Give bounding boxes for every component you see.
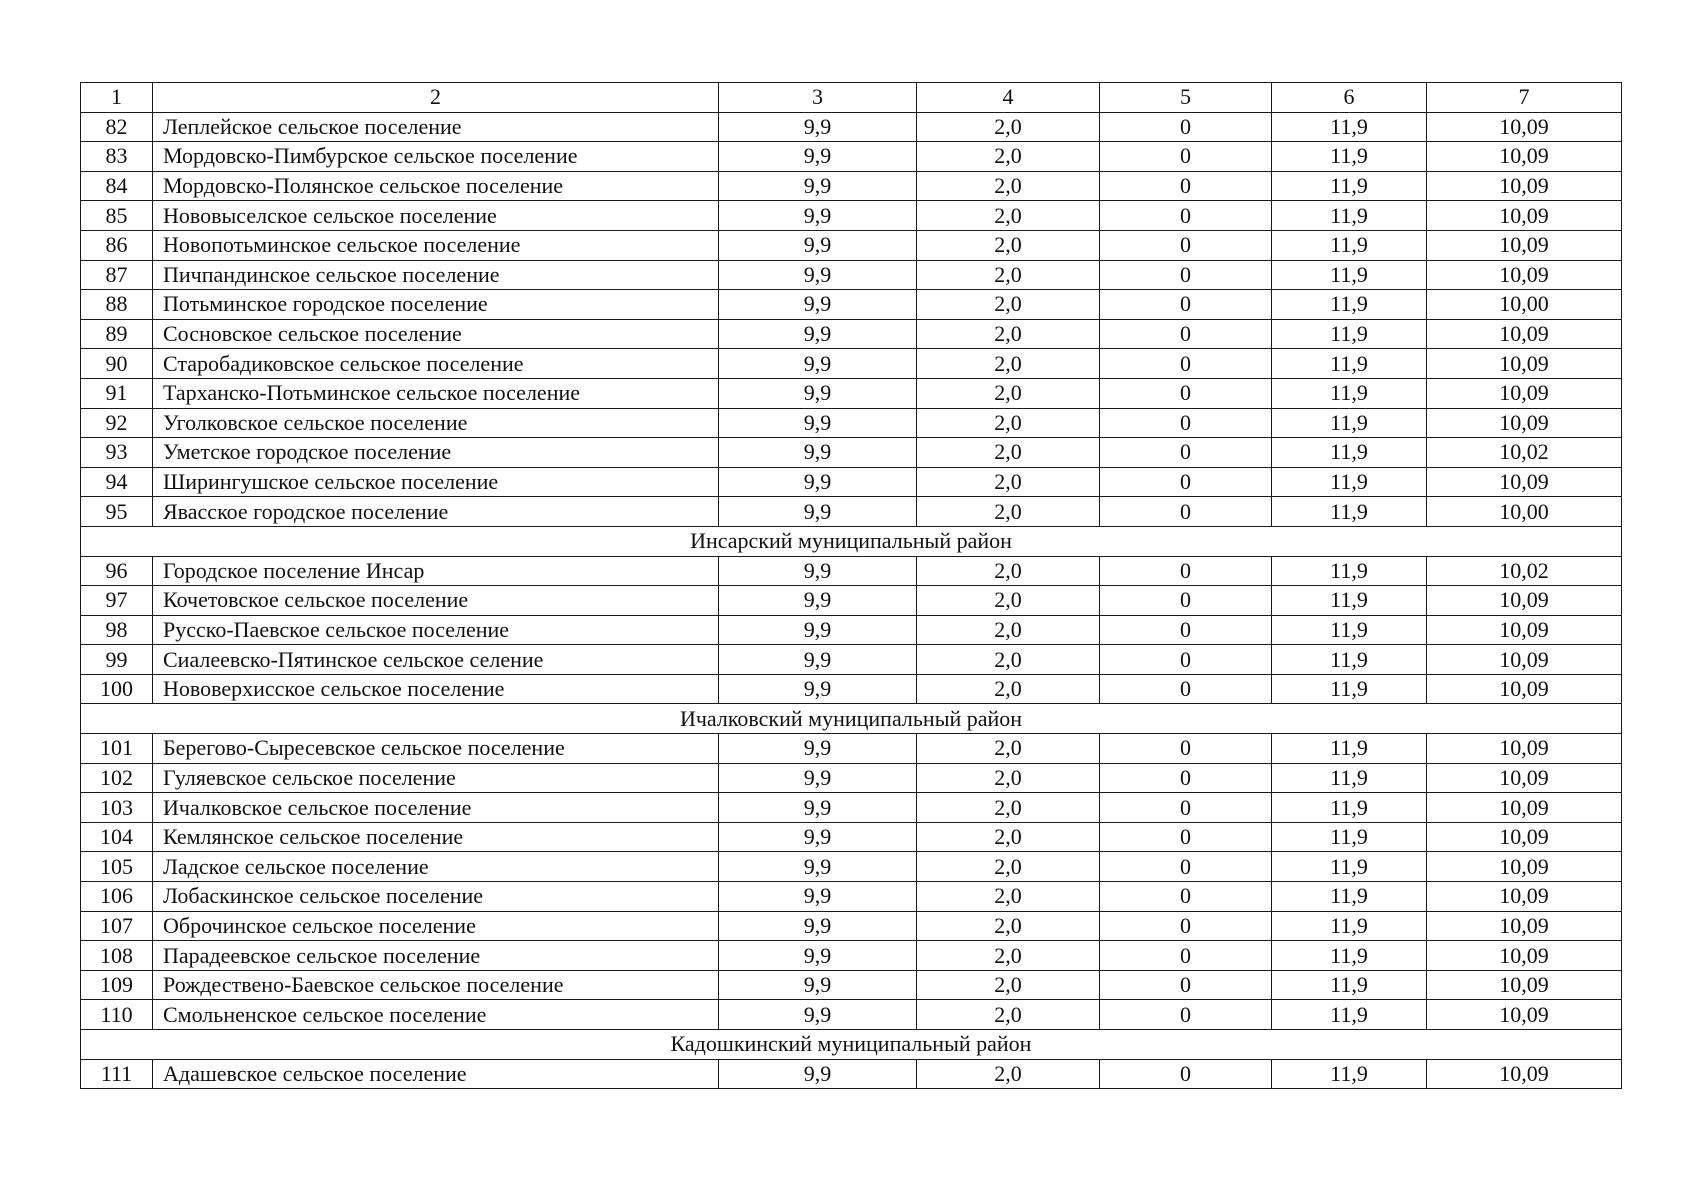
row-number-cell: 105 — [81, 852, 153, 882]
settlement-name-cell: Берегово-Сыресевское сельское поселение — [153, 734, 719, 764]
row-number-cell: 98 — [81, 615, 153, 645]
col5-value-cell: 0 — [1100, 852, 1272, 882]
row-number-cell: 84 — [81, 171, 153, 201]
col3-value-cell: 9,9 — [719, 497, 917, 527]
col4-value-cell: 2,0 — [917, 171, 1100, 201]
col4-value-cell: 2,0 — [917, 319, 1100, 349]
col7-value-cell: 10,09 — [1427, 201, 1622, 231]
col7-value-cell: 10,09 — [1427, 112, 1622, 142]
table-row — [81, 911, 1622, 941]
settlement-name-cell: Смольненское сельское поселение — [153, 1000, 719, 1030]
col5-value-cell: 0 — [1100, 230, 1272, 260]
data-table — [80, 82, 1622, 1089]
row-number-cell: 88 — [81, 290, 153, 320]
col5-value-cell: 0 — [1100, 438, 1272, 468]
col5-value-cell: 0 — [1100, 615, 1272, 645]
col4-value-cell: 2,0 — [917, 882, 1100, 912]
col3-value-cell: 9,9 — [719, 467, 917, 497]
col4-value-cell: 2,0 — [917, 674, 1100, 704]
header-cell-2: 2 — [153, 83, 719, 113]
col7-value-cell: 10,09 — [1427, 378, 1622, 408]
col6-value-cell: 11,9 — [1272, 615, 1427, 645]
row-number-cell: 92 — [81, 408, 153, 438]
col4-value-cell: 2,0 — [917, 970, 1100, 1000]
col7-value-cell: 10,02 — [1427, 556, 1622, 586]
table-row — [81, 1059, 1622, 1089]
row-number-cell: 94 — [81, 467, 153, 497]
table-row — [81, 556, 1622, 586]
settlement-name-cell: Уголковское сельское поселение — [153, 408, 719, 438]
col7-value-cell: 10,09 — [1427, 142, 1622, 172]
col6-value-cell: 11,9 — [1272, 911, 1427, 941]
row-number-cell: 83 — [81, 142, 153, 172]
row-number-cell: 100 — [81, 674, 153, 704]
col7-value-cell: 10,09 — [1427, 941, 1622, 971]
col4-value-cell: 2,0 — [917, 734, 1100, 764]
col6-value-cell: 11,9 — [1272, 290, 1427, 320]
col6-value-cell: 11,9 — [1272, 378, 1427, 408]
col3-value-cell: 9,9 — [719, 378, 917, 408]
section-title: Ичалковский муниципальный район — [81, 704, 1622, 734]
settlement-name-cell: Адашевское сельское поселение — [153, 1059, 719, 1089]
col6-value-cell: 11,9 — [1272, 882, 1427, 912]
col3-value-cell: 9,9 — [719, 674, 917, 704]
col5-value-cell: 0 — [1100, 822, 1272, 852]
col3-value-cell: 9,9 — [719, 822, 917, 852]
col7-value-cell: 10,09 — [1427, 793, 1622, 823]
col6-value-cell: 11,9 — [1272, 822, 1427, 852]
header-cell-3: 3 — [719, 83, 917, 113]
col5-value-cell: 0 — [1100, 1000, 1272, 1030]
col4-value-cell: 2,0 — [917, 112, 1100, 142]
col3-value-cell: 9,9 — [719, 290, 917, 320]
settlement-name-cell: Русско-Паевское сельское поселение — [153, 615, 719, 645]
col7-value-cell: 10,09 — [1427, 911, 1622, 941]
col4-value-cell: 2,0 — [917, 586, 1100, 616]
row-number-cell: 104 — [81, 822, 153, 852]
col5-value-cell: 0 — [1100, 556, 1272, 586]
col7-value-cell: 10,09 — [1427, 349, 1622, 379]
table-row — [81, 852, 1622, 882]
col4-value-cell: 2,0 — [917, 1059, 1100, 1089]
row-number-cell: 110 — [81, 1000, 153, 1030]
col7-value-cell: 10,09 — [1427, 645, 1622, 675]
row-number-cell: 99 — [81, 645, 153, 675]
col5-value-cell: 0 — [1100, 260, 1272, 290]
table-row — [81, 734, 1622, 764]
col6-value-cell: 11,9 — [1272, 763, 1427, 793]
col3-value-cell: 9,9 — [719, 438, 917, 468]
col3-value-cell: 9,9 — [719, 319, 917, 349]
col5-value-cell: 0 — [1100, 349, 1272, 379]
col6-value-cell: 11,9 — [1272, 408, 1427, 438]
table-row — [81, 645, 1622, 675]
row-number-cell: 87 — [81, 260, 153, 290]
section-title: Кадошкинский муниципальный район — [81, 1030, 1622, 1060]
col7-value-cell: 10,09 — [1427, 615, 1622, 645]
table-row — [81, 378, 1622, 408]
table-row — [81, 674, 1622, 704]
settlement-name-cell: Ичалковское сельское поселение — [153, 793, 719, 823]
col5-value-cell: 0 — [1100, 290, 1272, 320]
col5-value-cell: 0 — [1100, 142, 1272, 172]
col7-value-cell: 10,09 — [1427, 467, 1622, 497]
col3-value-cell: 9,9 — [719, 941, 917, 971]
settlement-name-cell: Ладское сельское поселение — [153, 852, 719, 882]
col5-value-cell: 0 — [1100, 586, 1272, 616]
col4-value-cell: 2,0 — [917, 1000, 1100, 1030]
table-row — [81, 882, 1622, 912]
col5-value-cell: 0 — [1100, 970, 1272, 1000]
settlement-name-cell: Мордовско-Полянское сельское поселение — [153, 171, 719, 201]
settlement-name-cell: Старобадиковское сельское поселение — [153, 349, 719, 379]
col3-value-cell: 9,9 — [719, 793, 917, 823]
table-row — [81, 260, 1622, 290]
row-number-cell: 111 — [81, 1059, 153, 1089]
header-cell-1: 1 — [81, 83, 153, 113]
col4-value-cell: 2,0 — [917, 290, 1100, 320]
col4-value-cell: 2,0 — [917, 349, 1100, 379]
col6-value-cell: 11,9 — [1272, 112, 1427, 142]
table-row — [81, 1000, 1622, 1030]
section-row — [81, 526, 1622, 556]
col4-value-cell: 2,0 — [917, 763, 1100, 793]
col7-value-cell: 10,00 — [1427, 290, 1622, 320]
col5-value-cell: 0 — [1100, 645, 1272, 675]
col5-value-cell: 0 — [1100, 793, 1272, 823]
table-row — [81, 822, 1622, 852]
col6-value-cell: 11,9 — [1272, 1059, 1427, 1089]
col3-value-cell: 9,9 — [719, 349, 917, 379]
col7-value-cell: 10,09 — [1427, 822, 1622, 852]
table-row — [81, 349, 1622, 379]
settlement-name-cell: Новопотьминское сельское поселение — [153, 230, 719, 260]
table-row — [81, 497, 1622, 527]
table-row — [81, 142, 1622, 172]
row-number-cell: 101 — [81, 734, 153, 764]
col5-value-cell: 0 — [1100, 911, 1272, 941]
col6-value-cell: 11,9 — [1272, 970, 1427, 1000]
table-row — [81, 112, 1622, 142]
row-number-cell: 102 — [81, 763, 153, 793]
col4-value-cell: 2,0 — [917, 615, 1100, 645]
section-title: Инсарский муниципальный район — [81, 526, 1622, 556]
col6-value-cell: 11,9 — [1272, 349, 1427, 379]
settlement-name-cell: Тарханско-Потьминское сельское поселение — [153, 378, 719, 408]
col6-value-cell: 11,9 — [1272, 467, 1427, 497]
row-number-cell: 96 — [81, 556, 153, 586]
col3-value-cell: 9,9 — [719, 408, 917, 438]
header-row — [81, 83, 1622, 113]
col4-value-cell: 2,0 — [917, 260, 1100, 290]
col6-value-cell: 11,9 — [1272, 556, 1427, 586]
table-row — [81, 438, 1622, 468]
table-row — [81, 763, 1622, 793]
col7-value-cell: 10,09 — [1427, 230, 1622, 260]
header-cell-4: 4 — [917, 83, 1100, 113]
settlement-name-cell: Леплейское сельское поселение — [153, 112, 719, 142]
settlement-name-cell: Уметское городское поселение — [153, 438, 719, 468]
col5-value-cell: 0 — [1100, 408, 1272, 438]
col4-value-cell: 2,0 — [917, 852, 1100, 882]
settlement-name-cell: Ширингушское сельское поселение — [153, 467, 719, 497]
row-number-cell: 97 — [81, 586, 153, 616]
col6-value-cell: 11,9 — [1272, 497, 1427, 527]
col6-value-cell: 11,9 — [1272, 793, 1427, 823]
col7-value-cell: 10,09 — [1427, 674, 1622, 704]
col5-value-cell: 0 — [1100, 882, 1272, 912]
col5-value-cell: 0 — [1100, 319, 1272, 349]
settlement-name-cell: Кочетовское сельское поселение — [153, 586, 719, 616]
col3-value-cell: 9,9 — [719, 882, 917, 912]
col4-value-cell: 2,0 — [917, 201, 1100, 231]
table-row — [81, 586, 1622, 616]
col7-value-cell: 10,09 — [1427, 319, 1622, 349]
col3-value-cell: 9,9 — [719, 615, 917, 645]
table-row — [81, 290, 1622, 320]
col4-value-cell: 2,0 — [917, 911, 1100, 941]
col6-value-cell: 11,9 — [1272, 201, 1427, 231]
col7-value-cell: 10,02 — [1427, 438, 1622, 468]
col6-value-cell: 11,9 — [1272, 734, 1427, 764]
col5-value-cell: 0 — [1100, 1059, 1272, 1089]
col7-value-cell: 10,09 — [1427, 1059, 1622, 1089]
header-cell-5: 5 — [1100, 83, 1272, 113]
col3-value-cell: 9,9 — [719, 1059, 917, 1089]
col4-value-cell: 2,0 — [917, 793, 1100, 823]
col6-value-cell: 11,9 — [1272, 142, 1427, 172]
col6-value-cell: 11,9 — [1272, 230, 1427, 260]
col7-value-cell: 10,09 — [1427, 171, 1622, 201]
col4-value-cell: 2,0 — [917, 822, 1100, 852]
table-row — [81, 467, 1622, 497]
col4-value-cell: 2,0 — [917, 645, 1100, 675]
col4-value-cell: 2,0 — [917, 438, 1100, 468]
row-number-cell: 106 — [81, 882, 153, 912]
col7-value-cell: 10,09 — [1427, 586, 1622, 616]
col6-value-cell: 11,9 — [1272, 319, 1427, 349]
col6-value-cell: 11,9 — [1272, 674, 1427, 704]
col5-value-cell: 0 — [1100, 497, 1272, 527]
col7-value-cell: 10,09 — [1427, 734, 1622, 764]
col6-value-cell: 11,9 — [1272, 645, 1427, 675]
col3-value-cell: 9,9 — [719, 1000, 917, 1030]
settlement-name-cell: Парадеевское сельское поселение — [153, 941, 719, 971]
col3-value-cell: 9,9 — [719, 230, 917, 260]
col3-value-cell: 9,9 — [719, 645, 917, 675]
header-cell-7: 7 — [1427, 83, 1622, 113]
settlement-name-cell: Гуляевское сельское поселение — [153, 763, 719, 793]
table-row — [81, 793, 1622, 823]
col6-value-cell: 11,9 — [1272, 438, 1427, 468]
col4-value-cell: 2,0 — [917, 941, 1100, 971]
col6-value-cell: 11,9 — [1272, 586, 1427, 616]
col7-value-cell: 10,09 — [1427, 970, 1622, 1000]
col4-value-cell: 2,0 — [917, 467, 1100, 497]
row-number-cell: 107 — [81, 911, 153, 941]
table-row — [81, 171, 1622, 201]
table-row — [81, 615, 1622, 645]
settlement-name-cell: Нововерхисское сельское поселение — [153, 674, 719, 704]
col5-value-cell: 0 — [1100, 941, 1272, 971]
row-number-cell: 109 — [81, 970, 153, 1000]
col5-value-cell: 0 — [1100, 201, 1272, 231]
settlement-name-cell: Нововыселское сельское поселение — [153, 201, 719, 231]
col6-value-cell: 11,9 — [1272, 1000, 1427, 1030]
col5-value-cell: 0 — [1100, 467, 1272, 497]
col5-value-cell: 0 — [1100, 378, 1272, 408]
col7-value-cell: 10,09 — [1427, 1000, 1622, 1030]
table-row — [81, 941, 1622, 971]
col3-value-cell: 9,9 — [719, 142, 917, 172]
col6-value-cell: 11,9 — [1272, 171, 1427, 201]
col4-value-cell: 2,0 — [917, 230, 1100, 260]
settlement-name-cell: Сосновское сельское поселение — [153, 319, 719, 349]
row-number-cell: 103 — [81, 793, 153, 823]
col3-value-cell: 9,9 — [719, 970, 917, 1000]
table-row — [81, 970, 1622, 1000]
col5-value-cell: 0 — [1100, 734, 1272, 764]
row-number-cell: 89 — [81, 319, 153, 349]
col6-value-cell: 11,9 — [1272, 941, 1427, 971]
col7-value-cell: 10,09 — [1427, 408, 1622, 438]
row-number-cell: 86 — [81, 230, 153, 260]
table-row — [81, 201, 1622, 231]
col4-value-cell: 2,0 — [917, 497, 1100, 527]
settlement-name-cell: Городское поселение Инсар — [153, 556, 719, 586]
col3-value-cell: 9,9 — [719, 763, 917, 793]
table-row — [81, 230, 1622, 260]
col7-value-cell: 10,09 — [1427, 763, 1622, 793]
settlement-name-cell: Лобаскинское сельское поселение — [153, 882, 719, 912]
settlement-name-cell: Кемлянское сельское поселение — [153, 822, 719, 852]
settlement-name-cell: Оброчинское сельское поселение — [153, 911, 719, 941]
settlement-name-cell: Потьминское городское поселение — [153, 290, 719, 320]
col6-value-cell: 11,9 — [1272, 260, 1427, 290]
col3-value-cell: 9,9 — [719, 852, 917, 882]
section-row — [81, 704, 1622, 734]
col7-value-cell: 10,09 — [1427, 852, 1622, 882]
section-row — [81, 1030, 1622, 1060]
header-cell-6: 6 — [1272, 83, 1427, 113]
table-row — [81, 408, 1622, 438]
col5-value-cell: 0 — [1100, 112, 1272, 142]
row-number-cell: 91 — [81, 378, 153, 408]
col7-value-cell: 10,00 — [1427, 497, 1622, 527]
col3-value-cell: 9,9 — [719, 112, 917, 142]
col3-value-cell: 9,9 — [719, 911, 917, 941]
col3-value-cell: 9,9 — [719, 734, 917, 764]
row-number-cell: 90 — [81, 349, 153, 379]
settlement-name-cell: Мордовско-Пимбурское сельское поселение — [153, 142, 719, 172]
col5-value-cell: 0 — [1100, 674, 1272, 704]
col4-value-cell: 2,0 — [917, 556, 1100, 586]
col4-value-cell: 2,0 — [917, 142, 1100, 172]
settlement-name-cell: Явасское городское поселение — [153, 497, 719, 527]
col6-value-cell: 11,9 — [1272, 852, 1427, 882]
col7-value-cell: 10,09 — [1427, 260, 1622, 290]
row-number-cell: 93 — [81, 438, 153, 468]
col3-value-cell: 9,9 — [719, 260, 917, 290]
row-number-cell: 108 — [81, 941, 153, 971]
col4-value-cell: 2,0 — [917, 408, 1100, 438]
col4-value-cell: 2,0 — [917, 378, 1100, 408]
col3-value-cell: 9,9 — [719, 556, 917, 586]
settlement-name-cell: Рождествено-Баевское сельское поселение — [153, 970, 719, 1000]
col3-value-cell: 9,9 — [719, 171, 917, 201]
settlement-name-cell: Пичпандинское сельское поселение — [153, 260, 719, 290]
col3-value-cell: 9,9 — [719, 586, 917, 616]
col5-value-cell: 0 — [1100, 763, 1272, 793]
col3-value-cell: 9,9 — [719, 201, 917, 231]
table-row — [81, 319, 1622, 349]
row-number-cell: 85 — [81, 201, 153, 231]
settlement-name-cell: Сиалеевско-Пятинское сельское селение — [153, 645, 719, 675]
table-body — [81, 83, 1622, 1089]
col7-value-cell: 10,09 — [1427, 882, 1622, 912]
col5-value-cell: 0 — [1100, 171, 1272, 201]
row-number-cell: 95 — [81, 497, 153, 527]
row-number-cell: 82 — [81, 112, 153, 142]
